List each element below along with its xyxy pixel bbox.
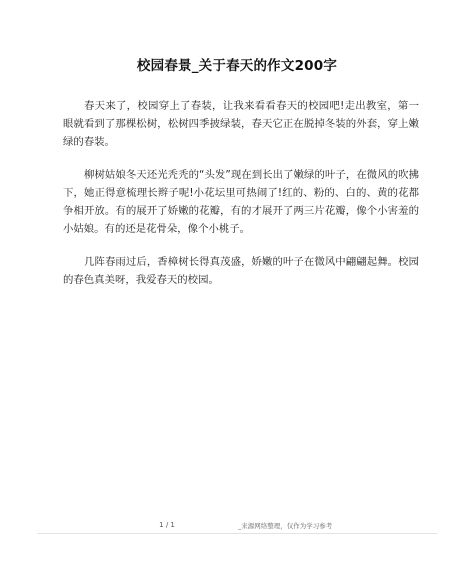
page-footer <box>0 521 474 539</box>
document-body <box>63 97 419 304</box>
paragraph-2: 柳树姑娘冬天还光秃秃的“头发”现在到长出了嫩绿的叶子，在微风的吹拂下，她正得意梳理长辫子呢!小花坛里可热闹了!红的、粉的、白的、黄的花都争相开放。有的展开了娇嫩的花瓣，有的才展开了两三片花瓣，像个小害羞的小姑娘。有的还是花骨朵，像个小桃子。 <box>63 169 419 235</box>
document-title: 校园春景_关于春天的作文200字 <box>136 58 338 74</box>
footer-divider <box>37 533 437 534</box>
page-number: 1 / 1 <box>159 521 175 529</box>
paragraph-3: 几阵春雨过后，香樟树长得真茂盛，娇嫩的叶子在微风中翩翩起舞。校园的春色真美呀，我爱春天的校园。 <box>63 256 419 286</box>
paragraph-1: 春天来了，校园穿上了春装，让我来看看春天的校园吧!走出教室，第一眼就看到了那棵松树，松树四季披绿装，春天它正在脱掉冬装的外套，穿上嫩绿的春装。 <box>63 100 419 148</box>
source-note: _来源网络整理，仅作为学习参考 <box>238 522 333 530</box>
